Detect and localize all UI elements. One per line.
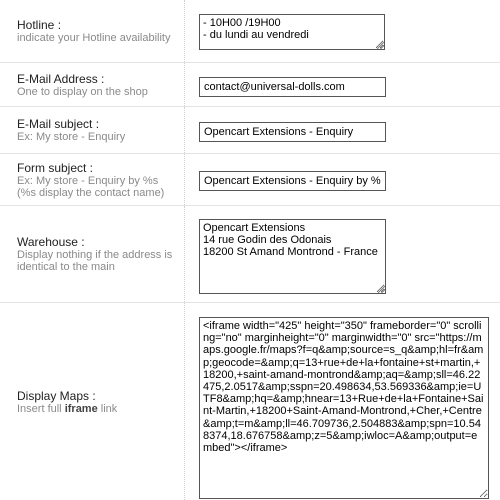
email-subject-row: [0, 106, 500, 153]
warehouse-row: [0, 205, 500, 302]
form-subject-help-line1: Ex: My store - Enquiry by %s: [17, 174, 159, 187]
warehouse-label-cell: [0, 206, 185, 302]
hotline-help: indicate your Hotline availability: [17, 32, 171, 44]
email-help: One to display on the shop: [17, 85, 148, 98]
email-label-cell: [0, 63, 185, 106]
warehouse-label: Warehouse :: [17, 235, 85, 249]
email-label: E-Mail Address :: [17, 71, 105, 86]
maps-help-prefix: Insert full: [17, 402, 65, 415]
email-subject-label-cell: [0, 107, 185, 153]
form-subject-row: [0, 153, 500, 205]
email-subject-label: E-Mail subject :: [17, 117, 100, 131]
form-subject-input[interactable]: [199, 171, 386, 191]
maps-help-suffix: link: [97, 402, 118, 415]
warehouse-help: Display nothing if the address is identical to the main: [17, 249, 173, 273]
maps-row: [0, 302, 500, 500]
warehouse-textarea[interactable]: [199, 219, 386, 294]
email-row: [0, 62, 500, 106]
form-subject-help-line2: (%s display the contact name): [17, 186, 165, 199]
hotline-label-cell: [0, 0, 185, 62]
maps-label-cell: [0, 303, 185, 500]
maps-iframe-textarea[interactable]: [199, 317, 489, 499]
email-input[interactable]: [199, 77, 386, 97]
hotline-textarea[interactable]: [199, 14, 385, 50]
form-subject-label-cell: [0, 154, 185, 205]
email-subject-help: Ex: My store - Enquiry: [17, 131, 126, 143]
maps-help-bold: iframe: [64, 402, 98, 415]
maps-label: Display Maps :: [17, 388, 96, 403]
hotline-label: Hotline :: [17, 18, 62, 32]
email-subject-input[interactable]: [199, 122, 386, 142]
hotline-row: [0, 0, 500, 62]
form-subject-label: Form subject :: [17, 160, 94, 175]
maps-help: [17, 403, 184, 415]
